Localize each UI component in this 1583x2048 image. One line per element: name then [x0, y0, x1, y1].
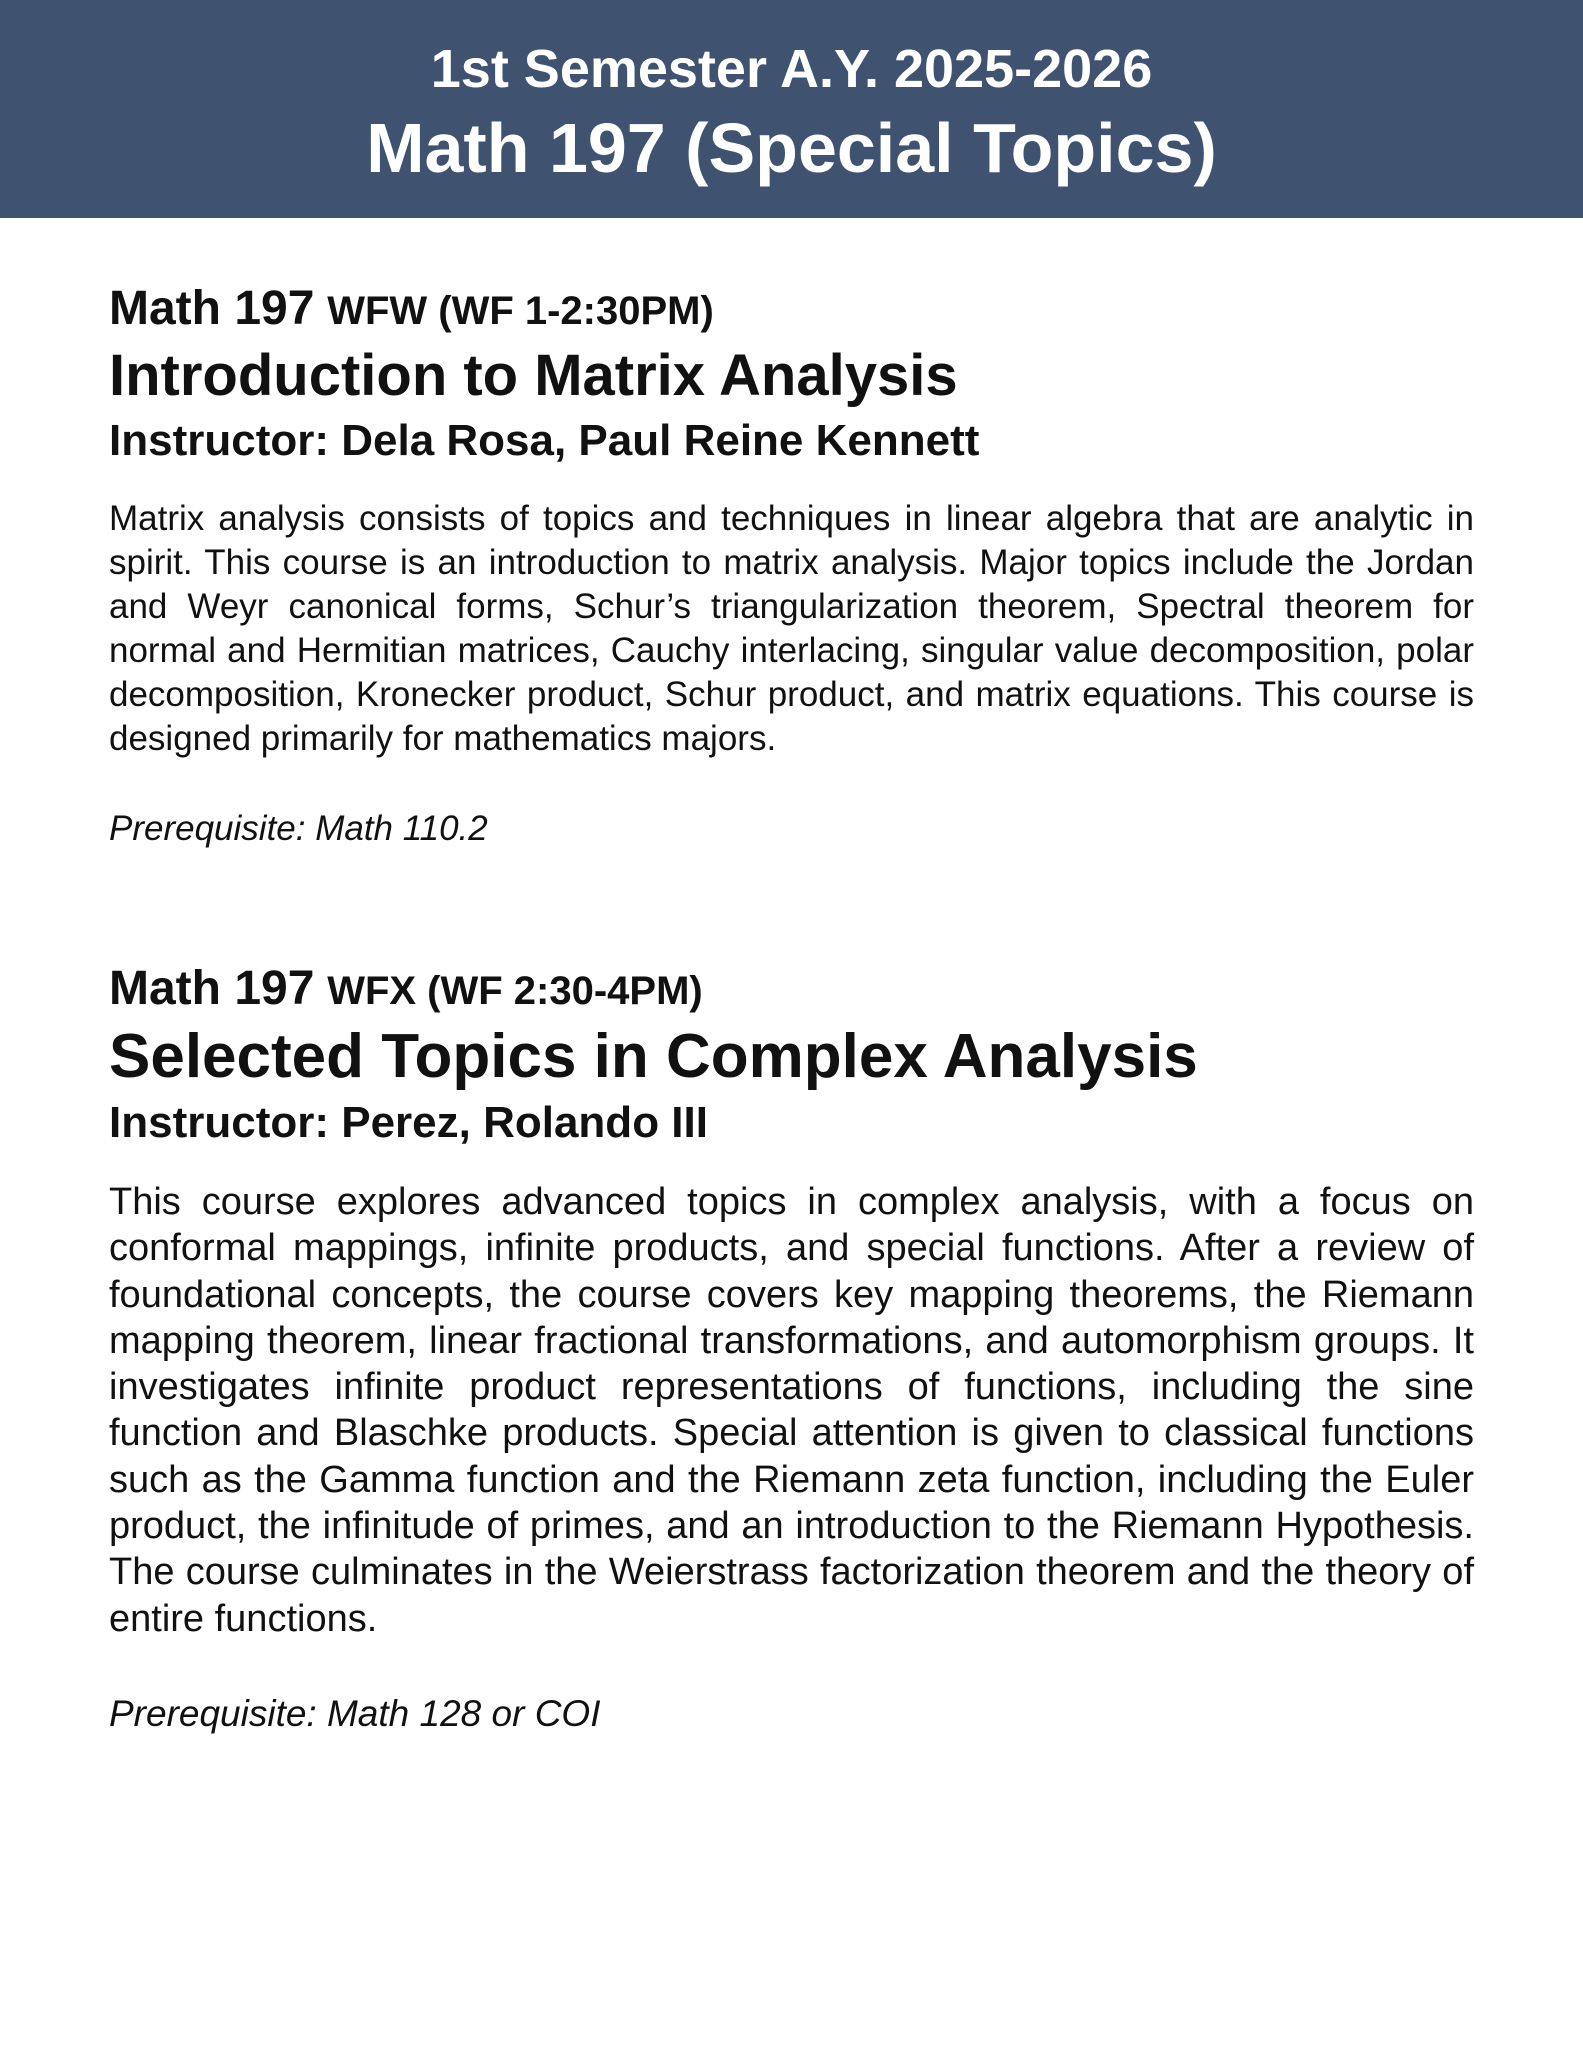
course-number: Math 197 [109, 962, 315, 1015]
course-code [109, 960, 1474, 1019]
course-instructor: Instructor: Perez, Rolando III [109, 1098, 708, 1147]
course-schedule: WFW (WF 1-2:30PM) [327, 289, 714, 333]
course-number: Math 197 [109, 282, 315, 335]
course-schedule: WFX (WF 2:30-4PM) [327, 969, 703, 1013]
course-description: This course explores advanced topics in complex analysis, with a focus on conformal mappings, infinite products, and special functions. After a review of foundational concepts, the course covers key mapping theorems, the Riemann mapping theorem, linear fractional transformations, and automorphism groups. It investigates infinite product representations of functions, including the sine function and Blaschke products. Special attention is given to classical functions such as the Gamma function and the Riemann zeta function, including the Euler product, the infinitude of primes, and an introduction to the Riemann Hypothesis. The course culminates in the Weierstrass factorization theorem and the theory of entire functions. [109, 1181, 1474, 1640]
course-title: Selected Topics in Complex Analysis [109, 1022, 1198, 1091]
course-title: Introduction to Matrix Analysis [109, 343, 958, 408]
course-description: Matrix analysis consists of topics and techniques in linear algebra that are analytic in spirit. This course is an introduction to matrix analysis. Major topics include the Jordan and Weyr canonical forms, Schur’s triangularization theorem, Spectral theorem for normal and Hermitian matrices, Cauchy interlacing, singular value decomposition, polar decomposition, Kronecker product, Schur product, and matrix equations. This course is designed primarily for mathematics majors. [109, 499, 1474, 758]
course-code [109, 280, 1474, 339]
course-instructor: Instructor: Dela Rosa, Paul Reine Kennett [109, 416, 980, 465]
course-prerequisite: Prerequisite: Math 110.2 [109, 809, 488, 848]
semester-label: 1st Semester A.Y. 2025-2026 [430, 39, 1153, 99]
page-title: Math 197 (Special Topics) [366, 109, 1217, 187]
course-section-complex-analysis [109, 960, 1474, 1736]
course-prerequisite: Prerequisite: Math 128 or COI [109, 1692, 601, 1734]
course-section-matrix-analysis [109, 280, 1474, 851]
page-header [0, 0, 1583, 218]
